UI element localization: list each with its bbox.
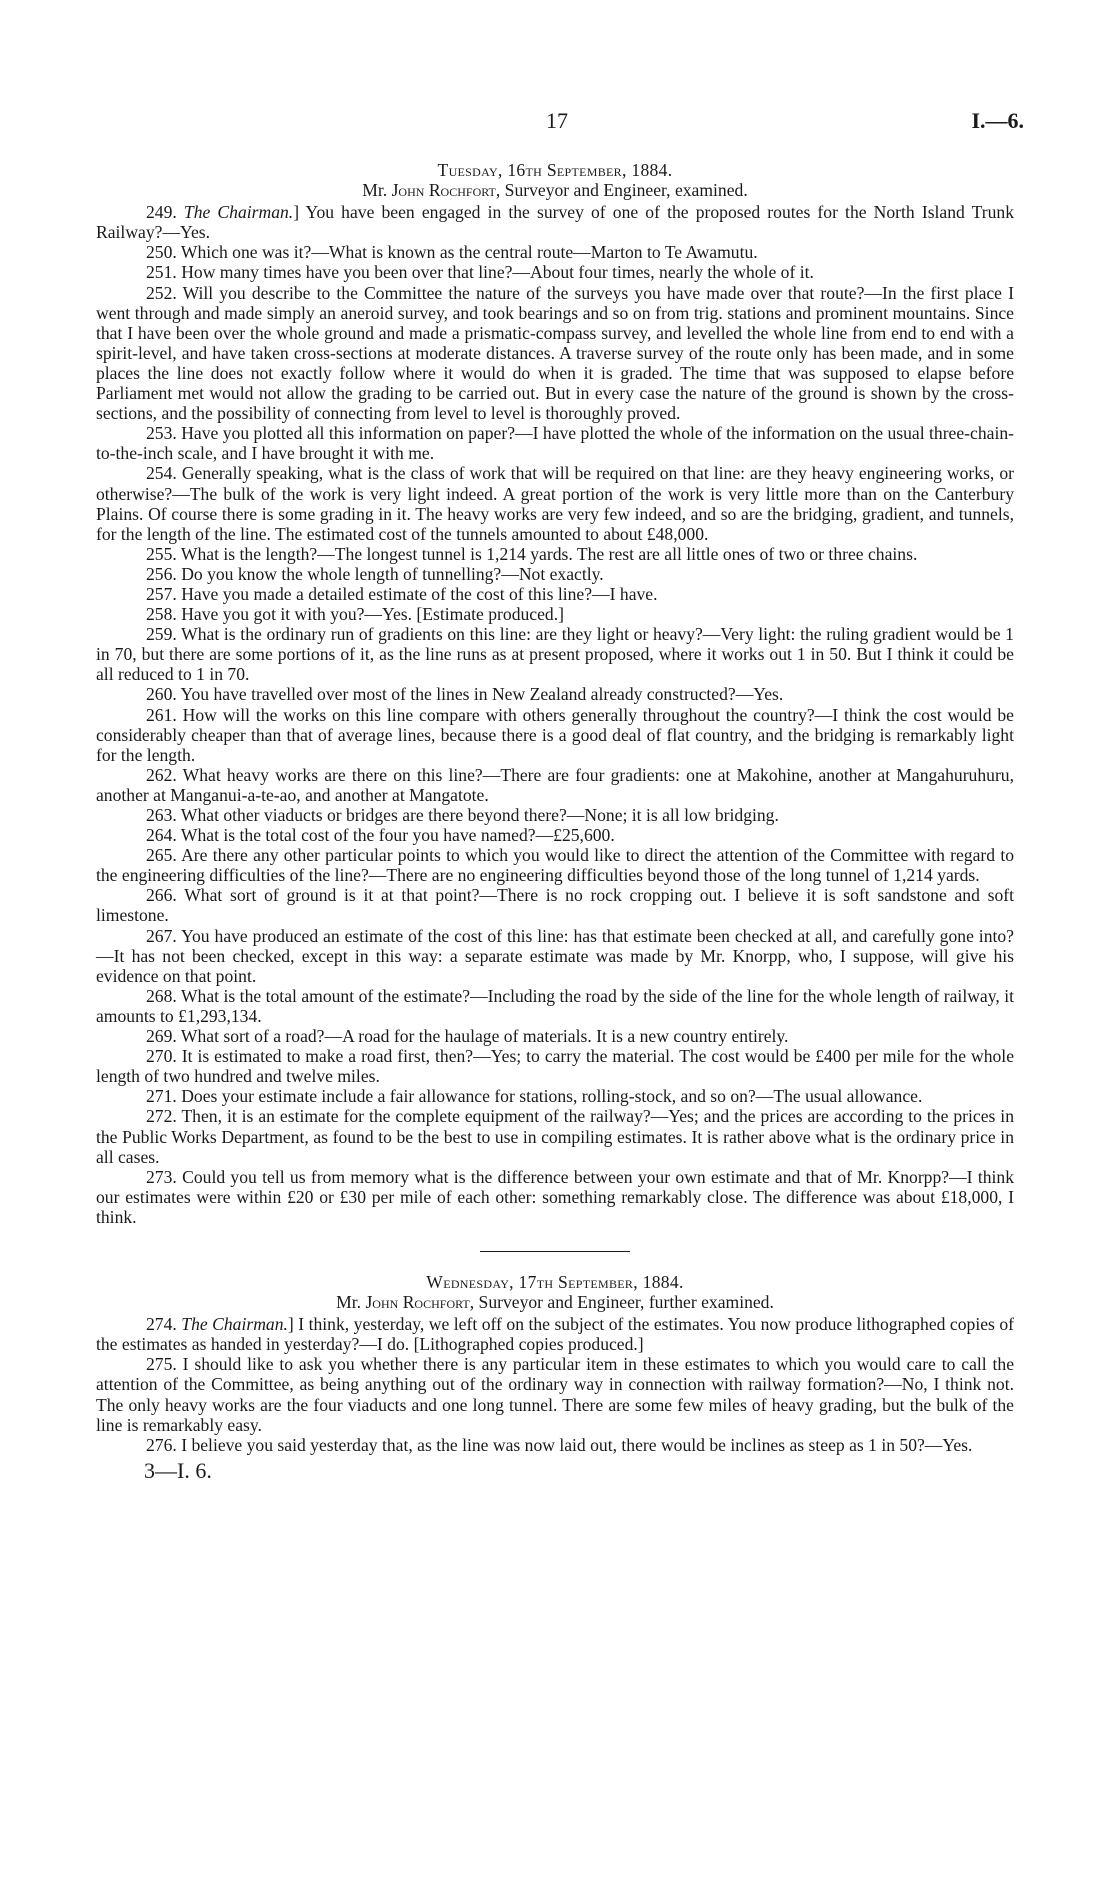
question-text: You have travelled over most of the lines in New Zealand already constructed?—Yes. <box>180 684 784 705</box>
question-number: 249. <box>146 202 184 223</box>
document-reference: I.—6. <box>971 108 1024 133</box>
question-number: 268. <box>146 985 181 1006</box>
question-text: What other viaducts or bridges are there beyond there?—None; it is all low bridging. <box>180 805 779 825</box>
question-text: What is the total cost of the four you have named?—£25,600. <box>180 825 615 846</box>
question-number: 260. <box>146 684 181 705</box>
question-text: What sort of a road?—A road for the haulage of materials. It is a new country entirely. <box>180 1026 789 1047</box>
document-body <box>96 160 1014 1481</box>
question-paragraph <box>96 684 1014 704</box>
question-number: 262. <box>146 764 183 785</box>
speaker-label: The Chairman. <box>181 1314 288 1335</box>
question-number: 257. <box>146 583 182 604</box>
question-paragraph <box>96 1026 1014 1046</box>
question-text: How will the works on this line compare with others generally throughout the country?—I think the cost would be considerably cheaper than that of average lines, because there is a good deal of flat country, and the bridging is remarkably light for the length. <box>96 704 1014 765</box>
question-text: What is the length?—The longest tunnel is 1,214 yards. The rest are all little ones of two or three chains. <box>180 543 918 564</box>
section1-witness-name: John Rochfort <box>391 180 496 201</box>
question-text: It is estimated to make a road first, then?—Yes; to carry the material. The cost would be £400 per mile for the whole length of two hundred and twelve miles. <box>96 1046 1015 1087</box>
section2-witness-prefix: Mr. <box>336 1292 366 1313</box>
question-text: Have you got it with you?—Yes. [Estimate produced.] <box>181 604 564 625</box>
question-paragraph <box>96 1354 1014 1434</box>
question-number: 250. <box>146 242 181 263</box>
question-text: What heavy works are there on this line?—There are four gradients: one at Makohine, another at Mangahuruhuru, another at Manganui-a-te-ao, and another at Mangatote. <box>96 764 1014 805</box>
question-text: ] You have been engaged in the survey of one of the proposed routes for the North Island Trunk Railway?—Yes. <box>96 202 1015 243</box>
question-number: 266. <box>146 885 185 906</box>
question-paragraph <box>96 805 1014 825</box>
question-text: How many times have you been over that line?—About four times, nearly the whole of it. <box>181 262 814 283</box>
question-number: 261. <box>146 704 183 725</box>
question-text: You have produced an estimate of the cost of this line: has that estimate been checked at all, and carefully gone into?—It has not been checked, except in this way: a separate estimate was made by Mr. Knorpp, who, I suppose, will give his evidence on that point. <box>96 925 1014 986</box>
question-paragraph <box>96 283 1014 424</box>
question-number: 272. <box>146 1106 182 1127</box>
question-paragraph <box>96 544 1014 564</box>
question-text: Generally speaking, what is the class of work that will be required on that line: are they heavy engineering works, or otherwise?—The bulk of the work is very light indeed. A great portion of the work is very little more than on the Canterbury Plains. Of course there is some grading in it. The heavy works are very few indeed, and so are the bridging, gradient, and tunnels, for the length of the line. The estimated cost of the tunnels amounted to about £48,000. <box>96 463 1015 544</box>
page-number: 17 <box>546 108 568 133</box>
question-number: 263. <box>146 805 181 825</box>
question-paragraph <box>96 202 1014 242</box>
question-text: Will you describe to the Committee the nature of the surveys you have made over that route?—In the first place I went through and made simply an aneroid survey, and took bearings and so on from trig. stations and prominent mountains. Since that I have been over the whole ground and made a prismatic-compass survey, and levelled the whole line from end to end with a spirit-level, and have taken cross-sections at moderate distances. A traverse survey of the route only has been made, and in some places the line does not exactly follow where it would do when it is graded. The time that was supposed to elapse before Parliament met would not allow the grading to be carried out. But in every case the nature of the ground is shown by the cross-sections, and the possibility of connecting from level to level is thoroughly proved. <box>96 282 1014 424</box>
question-text: What sort of ground is it at that point?—There is no rock cropping out. I believe it is soft sandstone and soft limestone. <box>96 885 1014 926</box>
section2-witness: Mr. John Rochfort, Surveyor and Engineer, further examined. <box>336 1292 774 1313</box>
question-number: 264. <box>146 825 181 846</box>
section2-witness-role: Surveyor and Engineer, further examined. <box>478 1292 774 1313</box>
question-number: 256. <box>146 563 182 584</box>
question-paragraph <box>96 885 1014 925</box>
footer-signature: 3—I. 6. <box>144 1457 212 1483</box>
question-number: 253. <box>146 423 182 444</box>
speaker-label: The Chairman. <box>183 202 294 223</box>
question-text: Have you made a detailed estimate of the cost of this line?—I have. <box>181 583 658 604</box>
question-paragraph <box>96 242 1014 262</box>
question-paragraph <box>96 604 1014 624</box>
question-text: Could you tell us from memory what is the difference between your own estimate and that of Mr. Knorpp?—I think our estimates were within £20 or £30 per mile of each other: something remarkably close. The difference was about £18,000, I think. <box>96 1166 1015 1227</box>
question-number: 259. <box>146 624 182 645</box>
question-number: 252. <box>146 282 183 303</box>
question-text: I should like to ask you whether there is any particular item in these estimates to which you would care to call the attention of the Committee, as being anything out of the ordinary way in connection with railway formation?—No, I think not. The only heavy works are the four viaducts and one long tunnel. There are some few miles of heavy grading, but the bulk of the line is remarkably easy. <box>96 1354 1014 1435</box>
question-number: 271. <box>146 1086 182 1107</box>
question-number: 273. <box>146 1166 183 1187</box>
section-divider <box>480 1251 630 1252</box>
question-text: What is the ordinary run of gradients on this line: are they light or heavy?—Very light: the ruling gradient would be 1 in 70, but there are some portions of it, as the line runs as at present proposed, where it works out 1 in 50. But I think it could be all reduced to 1 in 70. <box>96 624 1014 685</box>
question-paragraph <box>96 1046 1014 1086</box>
section2-witness-name: John Rochfort <box>365 1292 470 1313</box>
question-paragraph <box>96 1435 1014 1455</box>
section1-witness: Mr. John Rochfort, Surveyor and Engineer, examined. <box>362 180 748 201</box>
question-paragraph <box>96 262 1014 282</box>
section2-paragraphs <box>96 1314 1014 1455</box>
question-text: I believe you said yesterday that, as the line was now laid out, there would be inclines as steep as 1 in 50?—Yes. <box>181 1434 973 1455</box>
question-number: 254. <box>146 463 182 484</box>
question-paragraph <box>96 564 1014 584</box>
question-paragraph <box>96 584 1014 604</box>
question-number: 270. <box>146 1046 182 1067</box>
question-text: Does your estimate include a fair allowance for stations, rolling-stock, and so on?—The usual allowance. <box>181 1086 923 1107</box>
question-text: Which one was it?—What is known as the central route—Marton to Te Awamutu. <box>180 242 758 263</box>
question-number: 265. <box>146 845 182 866</box>
question-text: Are there any other particular points to which you would like to direct the attention of the Committee with regard to the engineering difficulties of the line?—There are no engineering difficulties beyond those of the long tunnel of 1,214 yards. <box>96 845 1014 886</box>
question-paragraph <box>96 705 1014 765</box>
section1-date: Tuesday, 16th September, 1884. <box>437 160 673 180</box>
question-number: 274. <box>146 1314 182 1335</box>
question-paragraph <box>96 624 1014 684</box>
question-number: 269. <box>146 1026 181 1047</box>
question-paragraph <box>96 1106 1014 1166</box>
question-paragraph <box>96 986 1014 1026</box>
question-paragraph <box>96 765 1014 805</box>
question-number: 267. <box>146 925 182 946</box>
section1-paragraphs <box>96 202 1014 1227</box>
question-number: 276. <box>146 1434 182 1455</box>
question-text: What is the total amount of the estimate?—Including the road by the side of the line for the whole length of railway, it amounts to £1,293,134. <box>96 985 1014 1026</box>
question-paragraph <box>96 1167 1014 1227</box>
question-paragraph <box>96 845 1014 885</box>
question-paragraph <box>96 423 1014 463</box>
question-paragraph <box>96 1086 1014 1106</box>
question-number: 275. <box>146 1354 183 1375</box>
question-number: 255. <box>146 543 181 564</box>
question-paragraph <box>96 825 1014 845</box>
question-text: Then, it is an estimate for the complete equipment of the railway?—Yes; and the prices are according to the prices in the Public Works Department, as found to be the best to use in compiling estimates. It is rather above what is the ordinary price in all cases. <box>96 1106 1014 1167</box>
section1-witness-role: Surveyor and Engineer, examined. <box>504 180 748 201</box>
question-text: Do you know the whole length of tunnelling?—Not exactly. <box>181 563 604 584</box>
question-paragraph <box>96 1314 1014 1354</box>
section2-date: Wednesday, 17th September, 1884. <box>426 1271 684 1292</box>
question-number: 251. <box>146 262 182 283</box>
question-paragraph <box>96 463 1014 543</box>
question-number: 258. <box>146 604 182 625</box>
section1-witness-prefix: Mr. <box>362 180 392 201</box>
question-text: Have you plotted all this information on paper?—I have plotted the whole of the information on the usual three-chain-to-the-inch scale, and I have brought it with me. <box>96 423 1014 464</box>
question-paragraph <box>96 926 1014 986</box>
question-text: ] I think, yesterday, we left off on the subject of the estimates. You now produce lithographed copies of the estimates as handed in yesterday?—I do. [Lithographed copies produced.] <box>96 1314 1015 1355</box>
